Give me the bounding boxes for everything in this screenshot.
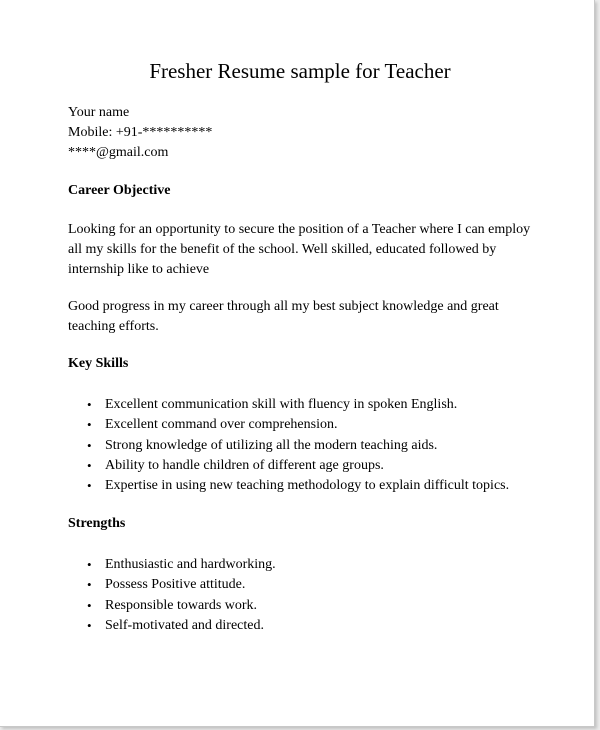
list-item: [68, 616, 276, 636]
bullet-icon: •: [87, 478, 92, 494]
list-item: [68, 436, 509, 456]
contact-name: Your name: [68, 105, 130, 120]
bullet-icon: •: [87, 577, 92, 593]
paragraph-line: teaching efforts.: [68, 319, 159, 334]
list-item-text: Possess Positive attitude.: [105, 577, 246, 593]
bullet-icon: •: [87, 617, 92, 633]
bullet-icon: •: [87, 457, 92, 473]
key-skills-list: [68, 395, 509, 496]
list-item-text: Self-motivated and directed.: [105, 617, 264, 633]
list-item-text: Excellent command over comprehension.: [105, 417, 338, 433]
contact-email: ****@gmail.com: [68, 145, 169, 160]
career-objective-paragraph-1: [68, 220, 530, 280]
list-item: [68, 415, 509, 435]
list-item-text: Strong knowledge of utilizing all the modern teaching aids.: [105, 437, 438, 453]
career-objective-paragraph-2: [68, 297, 499, 337]
list-item-text: Expertise in using new teaching methodology to explain difficult topics.: [105, 478, 510, 494]
list-item-text: Responsible towards work.: [105, 597, 258, 613]
list-item-text: Ability to handle children of different age groups.: [105, 457, 384, 473]
paragraph-line: all my skills for the benefit of the school. Well skilled, educated followed by: [68, 242, 497, 257]
list-item-text: Enthusiastic and hardworking.: [105, 557, 276, 572]
list-item: [68, 476, 509, 496]
strengths-heading: Strengths: [68, 516, 126, 531]
list-item-text: Excellent communication skill with fluency in spoken English.: [105, 397, 458, 412]
list-item: [68, 456, 509, 476]
list-item: [68, 596, 276, 616]
career-objective-heading: Career Objective: [68, 183, 171, 198]
list-item: [68, 575, 276, 595]
paragraph-line: Good progress in my career through all my best subject knowledge and great: [68, 299, 499, 314]
bullet-icon: •: [87, 437, 92, 453]
bullet-icon: •: [87, 417, 92, 433]
strengths-list: [68, 555, 276, 636]
paragraph-line: Looking for an opportunity to secure the position of a Teacher where I can employ: [68, 222, 531, 237]
bullet-icon: •: [87, 557, 92, 572]
list-item: [68, 395, 509, 415]
list-item: [68, 555, 276, 575]
paragraph-line: internship like to achieve: [68, 262, 210, 277]
document-title: Fresher Resume sample for Teacher: [149, 59, 451, 83]
contact-mobile: Mobile: +91-**********: [68, 125, 213, 140]
bullet-icon: •: [87, 597, 92, 613]
contact-block: [68, 103, 212, 163]
key-skills-heading: Key Skills: [68, 356, 129, 371]
bullet-icon: •: [87, 397, 92, 412]
